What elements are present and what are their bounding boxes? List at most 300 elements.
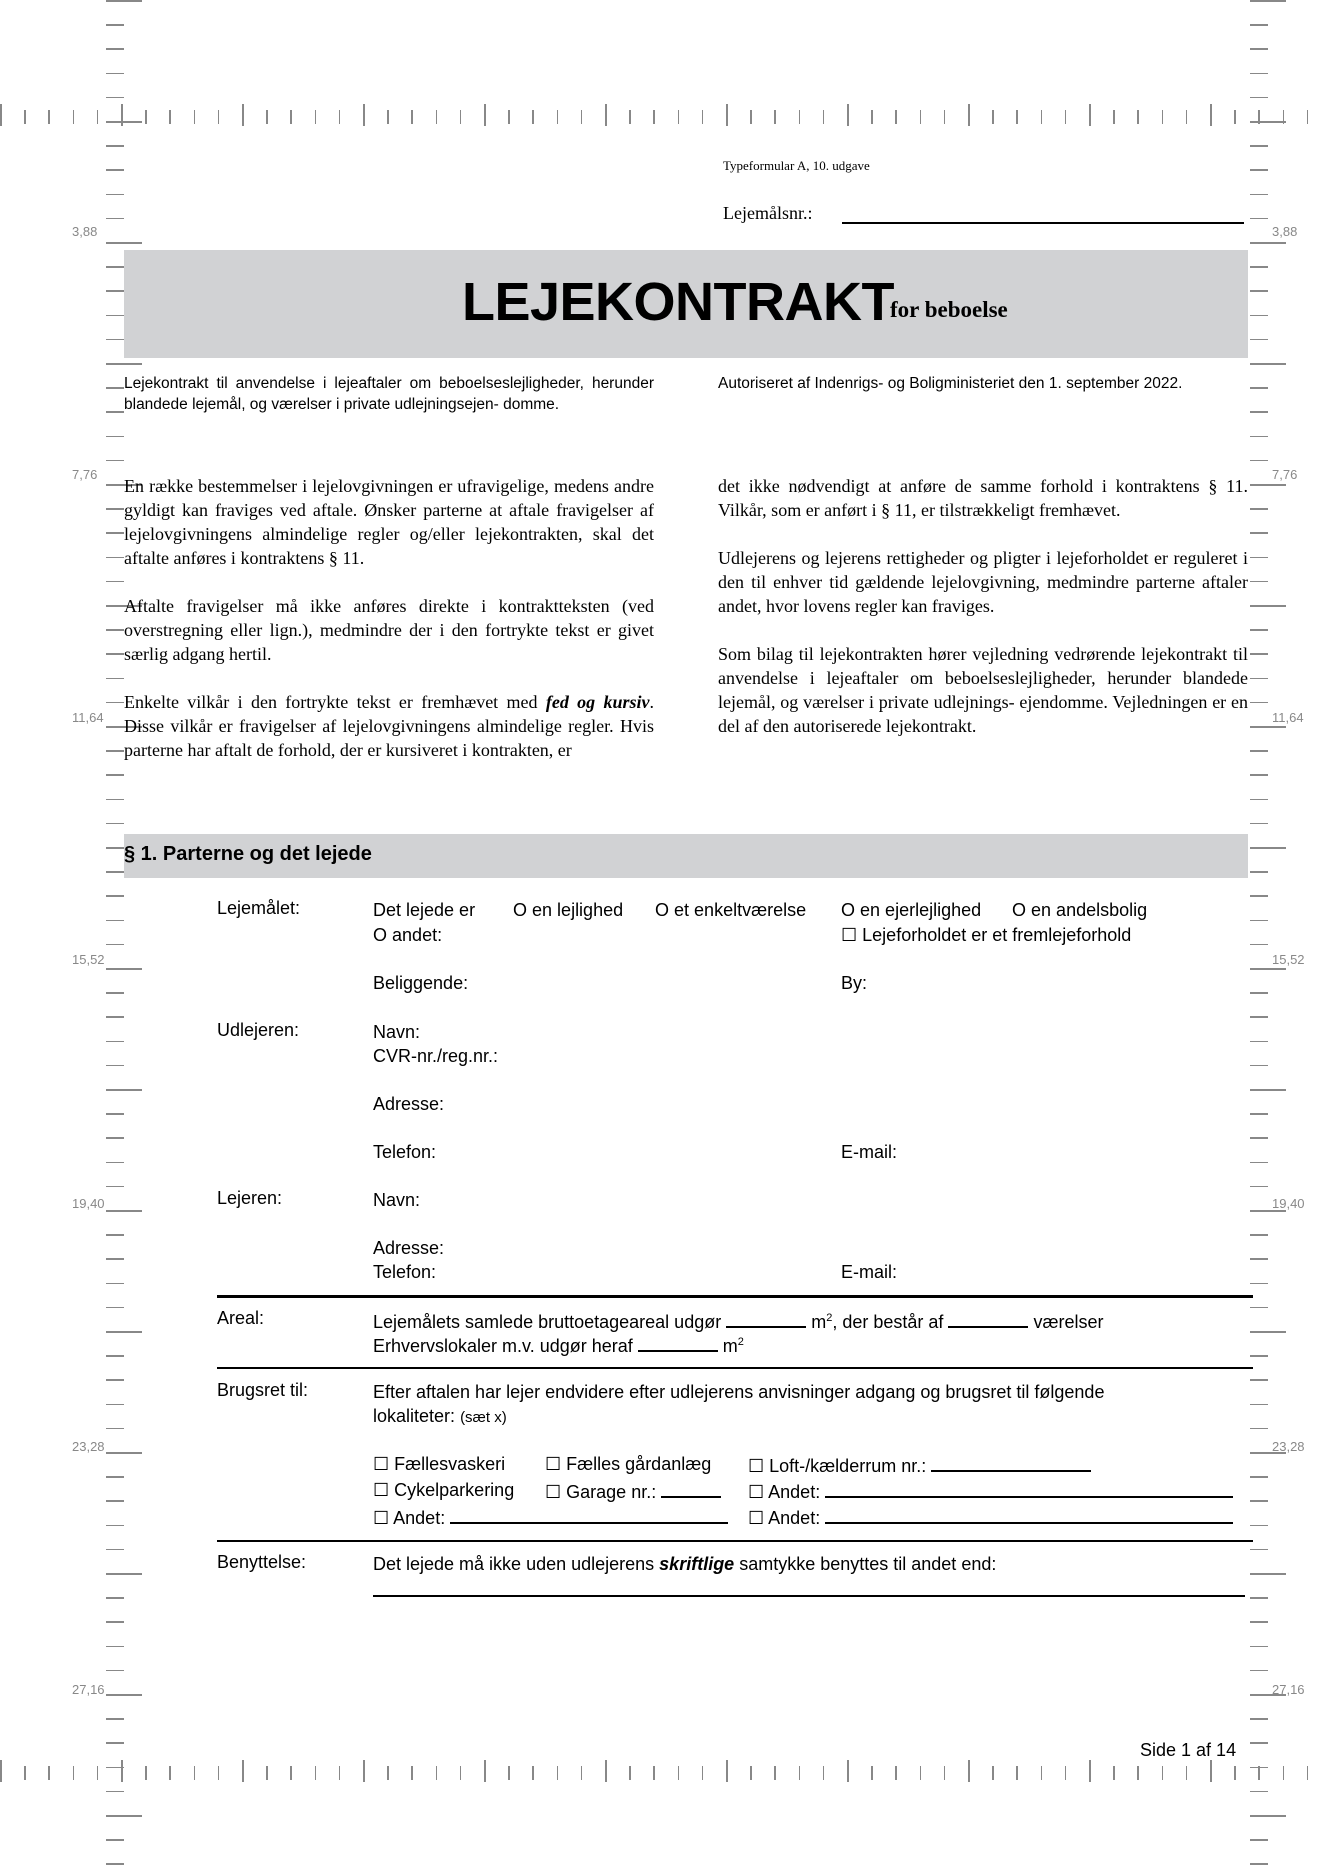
ruler-tick <box>750 110 752 124</box>
ruler-tick <box>106 532 124 534</box>
ruler-tick <box>106 1742 124 1744</box>
ruler-tick <box>106 702 124 704</box>
ruler-tick <box>1250 1573 1286 1575</box>
intro-left: Lejekontrakt til anvendelse i lejeaftaler om beboelseslejligheder, herunder blandede lejemål, og værelser i private udlejningsejen- domme. <box>124 375 654 413</box>
ruler-tick <box>508 1766 510 1780</box>
ruler-mark: 11,64 <box>1272 710 1304 725</box>
document-title: LEJEKONTRAKT <box>462 272 895 332</box>
ruler-tick <box>106 1283 124 1285</box>
ruler-tick <box>106 48 124 50</box>
brugsret-text-2: lokaliteter: (sæt x) <box>373 1406 507 1426</box>
ruler-tick <box>1250 266 1268 268</box>
ruler-tick <box>1041 110 1043 124</box>
radio-enkeltvaerelse[interactable]: O et enkeltværelse <box>655 900 807 920</box>
ruler-tick <box>339 1766 341 1780</box>
checkbox-icon: ☐ <box>841 925 858 945</box>
ruler-tick <box>1250 1331 1286 1333</box>
ruler-tick <box>106 242 142 244</box>
ruler-tick <box>1065 1766 1067 1780</box>
ruler-tick <box>1250 121 1286 123</box>
ruler-tick <box>920 110 922 124</box>
ruler-mark: 27,16 <box>72 1682 105 1697</box>
ruler-tick <box>1250 557 1268 559</box>
ruler-tick <box>653 110 655 124</box>
ruler-tick <box>1016 110 1018 124</box>
ruler-tick <box>106 169 124 171</box>
ruler-tick <box>266 110 268 124</box>
ruler-tick <box>1250 1791 1268 1793</box>
ruler-tick <box>106 1863 124 1865</box>
ruler-tick <box>1250 1186 1268 1188</box>
ruler-tick <box>106 1452 142 1454</box>
ruler-mark: 19,40 <box>72 1196 105 1211</box>
checkbox-icon: ☐ <box>373 1480 390 1500</box>
ruler-tick <box>1041 1766 1043 1780</box>
ruler-tick <box>106 1839 124 1841</box>
ruler-tick <box>1250 73 1268 75</box>
ruler-tick <box>1250 1670 1268 1672</box>
ruler-tick <box>629 110 631 124</box>
ruler-tick <box>106 1210 142 1212</box>
andet-field[interactable] <box>825 1506 1233 1524</box>
ruler-tick <box>1162 110 1164 124</box>
ruler-tick <box>1250 1137 1268 1139</box>
ruler-tick <box>944 1766 946 1780</box>
ruler-tick <box>1250 799 1268 801</box>
andet-field[interactable] <box>450 1506 728 1524</box>
ruler-tick <box>1250 1863 1268 1865</box>
ruler-tick <box>1250 1404 1268 1406</box>
ruler-tick <box>1250 387 1268 389</box>
ruler-tick <box>106 1089 142 1091</box>
radio-icon: O <box>655 900 670 920</box>
ruler-tick <box>1250 218 1268 220</box>
page-number: Side 1 af 14 <box>1140 1740 1237 1760</box>
ruler-tick <box>1250 1065 1268 1067</box>
ruler-tick <box>532 110 534 124</box>
ruler-tick <box>106 629 124 631</box>
ruler-tick <box>1250 847 1286 849</box>
ruler-tick <box>290 110 292 124</box>
by-label: By: <box>841 973 868 993</box>
ruler-tick <box>106 24 124 26</box>
ruler-tick <box>106 339 124 341</box>
ruler-tick <box>106 1791 124 1793</box>
ruler-tick <box>315 1766 317 1780</box>
ruler-tick <box>726 104 728 126</box>
ruler-tick <box>1250 1307 1268 1309</box>
ruler-tick <box>774 110 776 124</box>
ruler-tick <box>1250 1379 1268 1381</box>
ruler-tick <box>106 460 124 462</box>
ruler-tick <box>1250 895 1268 897</box>
ruler-tick <box>1250 1355 1268 1357</box>
ruler-tick <box>106 1016 124 1018</box>
ruler-tick <box>106 145 124 147</box>
ruler-mark: 3,88 <box>1272 224 1298 239</box>
ruler-tick <box>871 110 873 124</box>
ruler-tick <box>1186 1766 1188 1780</box>
ruler-tick <box>106 968 142 970</box>
ruler-mark: 23,28 <box>72 1439 105 1454</box>
ruler-tick <box>1234 110 1236 124</box>
ruler-tick <box>1250 1646 1268 1648</box>
ruler-tick <box>106 1646 124 1648</box>
ruler-tick <box>106 678 124 680</box>
ruler-mark: 7,76 <box>1272 467 1298 482</box>
ruler-tick <box>106 1162 124 1164</box>
paragraph: det ikke nødvendigt at anføre de samme forhold i kontraktens § 11. Vilkår, som er anført i § 11, er tilstrækkeligt fremhævet. <box>718 476 1248 520</box>
ruler-tick <box>106 0 142 2</box>
ruler-tick <box>1250 194 1268 196</box>
ruler-tick <box>106 1670 124 1672</box>
checkbox-icon: ☐ <box>373 1454 390 1474</box>
ruler-tick <box>266 1766 268 1780</box>
udlejeren-label: Udlejeren: <box>217 1020 300 1040</box>
ruler-tick <box>726 1760 728 1782</box>
ruler-tick <box>363 1760 365 1782</box>
ruler-tick <box>106 1597 124 1599</box>
rooms-field[interactable] <box>948 1310 1028 1328</box>
loft-number-field[interactable] <box>931 1454 1091 1472</box>
ruler-tick <box>48 110 50 124</box>
lejemaalet-intro: Det lejede er <box>373 900 476 920</box>
ruler-tick <box>1250 920 1268 922</box>
ruler-tick <box>106 1186 124 1188</box>
ruler-tick <box>106 315 124 317</box>
ruler-tick <box>1250 605 1286 607</box>
ruler-tick <box>106 1355 124 1357</box>
usage-field[interactable] <box>373 1595 1245 1597</box>
ruler-tick <box>106 1573 142 1575</box>
ruler-tick <box>0 104 2 126</box>
ruler-tick <box>106 121 142 123</box>
divider <box>217 1295 1253 1298</box>
beliggende-label: Beliggende: <box>373 973 469 993</box>
bottom-ruler <box>0 1760 1320 1784</box>
ruler-tick <box>411 110 413 124</box>
ruler-tick <box>895 110 897 124</box>
ruler-mark: 15,52 <box>1272 952 1305 967</box>
ruler-tick <box>1250 1258 1268 1260</box>
checkbox-andet-3[interactable]: ☐ Andet: <box>748 1506 1233 1529</box>
top-ruler <box>0 104 1320 128</box>
ruler-tick <box>799 110 801 124</box>
ruler-tick <box>895 1766 897 1780</box>
ruler-tick <box>106 1379 124 1381</box>
ruler-tick <box>1250 290 1268 292</box>
benyttelse-label: Benyttelse: <box>217 1552 307 1572</box>
ruler-tick <box>1113 1766 1115 1780</box>
document-subtitle: for beboelse <box>890 297 1008 322</box>
ruler-tick <box>1250 1815 1286 1817</box>
ruler-tick <box>1250 1500 1268 1502</box>
ruler-tick <box>97 1766 99 1780</box>
ruler-tick <box>106 266 124 268</box>
ruler-tick <box>1250 1718 1268 1720</box>
ruler-tick <box>581 110 583 124</box>
radio-lejlighed[interactable]: O en lejlighed <box>513 900 624 920</box>
ruler-mark: 11,64 <box>72 710 104 725</box>
ruler-tick <box>1250 702 1268 704</box>
paragraph: Udlejerens og lejerens rettigheder og pligter i lejeforholdet er reguleret i den til enhver tid gældende lejelovgivning, medmindre parterne aftaler andet, hvor lovens regler kan fraviges. <box>718 548 1248 616</box>
checkbox-andet-2[interactable]: ☐ Andet: <box>373 1506 728 1529</box>
ruler-tick <box>106 1307 124 1309</box>
ruler-tick <box>871 1766 873 1780</box>
ruler-tick <box>1250 484 1286 486</box>
ruler-tick <box>48 1766 50 1780</box>
ruler-tick <box>1250 581 1268 583</box>
ruler-tick <box>106 799 124 801</box>
radio-icon: O <box>513 900 528 920</box>
business-area-field[interactable] <box>638 1334 718 1352</box>
ruler-tick <box>218 1766 220 1780</box>
ruler-tick <box>106 1404 124 1406</box>
ruler-tick <box>106 1258 124 1260</box>
ruler-tick <box>387 1766 389 1780</box>
ruler-tick <box>1250 339 1268 341</box>
ruler-tick <box>1250 1089 1286 1091</box>
areal-line1: Lejemålets samlede bruttoetageareal udgør $m^2$, der består af værelser <box>373 1312 1104 1332</box>
ruler-tick <box>106 750 124 752</box>
ruler-mark: 19,40 <box>1272 1196 1305 1211</box>
lejemaalet-label: Lejemålet: <box>217 898 301 918</box>
ruler-tick <box>1250 532 1268 534</box>
ruler-tick <box>1250 629 1268 631</box>
ruler-tick <box>1250 1742 1268 1744</box>
ruler-tick <box>315 110 317 124</box>
ruler-tick <box>1065 110 1067 124</box>
checkbox-icon: ☐ <box>373 1508 390 1528</box>
ruler-tick <box>581 1766 583 1780</box>
ruler-tick <box>1250 1428 1268 1430</box>
checkbox-loft-kaelderrum[interactable]: ☐ Loft-/kælderrum nr.: <box>748 1454 1091 1477</box>
checkbox-icon: ☐ <box>545 1482 562 1502</box>
ruler-tick <box>1210 104 1212 126</box>
checkbox-cykelparkering[interactable]: ☐ Cykelparkering <box>373 1480 515 1500</box>
ruler-tick <box>0 1760 2 1782</box>
ruler-tick <box>823 1766 825 1780</box>
lease-number-field[interactable] <box>842 222 1244 224</box>
checkbox-fremleje[interactable]: ☐ Lejeforholdet er et fremlejeforhold <box>841 925 1132 945</box>
ruler-mark: 23,28 <box>1272 1439 1305 1454</box>
divider <box>217 1367 1253 1369</box>
ruler-tick <box>1234 1766 1236 1780</box>
ruler-tick <box>1210 1760 1212 1782</box>
ruler-tick <box>106 653 124 655</box>
areal-line2: Erhvervslokaler m.v. udgør heraf $m^2$ <box>373 1336 744 1356</box>
ruler-tick <box>678 1766 680 1780</box>
ruler-tick <box>1113 110 1115 124</box>
udlejer-adresse-label: Adresse: <box>373 1094 445 1114</box>
ruler-tick <box>944 110 946 124</box>
lejer-navn-label: Navn: <box>373 1190 421 1210</box>
ruler-tick <box>363 104 365 126</box>
ruler-tick <box>106 1113 124 1115</box>
ruler-tick <box>106 871 124 873</box>
ruler-tick <box>106 194 124 196</box>
ruler-tick <box>169 1766 171 1780</box>
checkbox-icon: ☐ <box>748 1482 765 1502</box>
ruler-tick <box>106 1428 124 1430</box>
ruler-tick <box>1250 242 1286 244</box>
ruler-tick <box>1250 1839 1268 1841</box>
udlejer-navn-label: Navn: <box>373 1022 421 1042</box>
ruler-tick <box>194 1766 196 1780</box>
body-left-column <box>124 474 654 762</box>
ruler-tick <box>1250 436 1268 438</box>
ruler-tick <box>169 110 171 124</box>
ruler-tick <box>1250 944 1268 946</box>
udlejer-telefon-label: Telefon: <box>373 1142 437 1162</box>
ruler-tick <box>106 1500 124 1502</box>
ruler-tick <box>1250 1597 1268 1599</box>
checkbox-icon: ☐ <box>545 1454 562 1474</box>
area-field[interactable] <box>726 1310 806 1328</box>
ruler-tick <box>106 73 124 75</box>
radio-ejerlejlighed[interactable]: O en ejerlejlighed <box>841 900 982 920</box>
ruler-tick <box>106 1549 124 1551</box>
ruler-tick <box>1089 1760 1091 1782</box>
ruler-tick <box>1250 460 1268 462</box>
checkbox-icon: ☐ <box>748 1508 765 1528</box>
ruler-tick <box>1250 1113 1268 1115</box>
ruler-tick <box>1250 48 1268 50</box>
ruler-tick <box>460 110 462 124</box>
ruler-tick <box>1250 363 1286 365</box>
ruler-tick <box>508 110 510 124</box>
udlejer-email-label: E-mail: <box>841 1142 898 1162</box>
ruler-tick <box>799 1766 801 1780</box>
ruler-tick <box>992 1766 994 1780</box>
ruler-tick <box>1250 1525 1268 1527</box>
ruler-tick <box>106 363 142 365</box>
body-right-column <box>718 474 1248 738</box>
brugsret-label: Brugsret til: <box>217 1380 309 1400</box>
checkbox-garage[interactable]: ☐ Garage nr.: <box>545 1480 721 1503</box>
ruler-tick <box>106 1041 124 1043</box>
ruler-tick <box>968 1760 970 1782</box>
ruler-mark: 7,76 <box>72 467 98 482</box>
areal-label: Areal: <box>217 1308 265 1328</box>
benyttelse-text: Det lejede må ikke uden udlejerens skriftlige samtykke benyttes til andet end: <box>373 1554 997 1574</box>
ruler-tick <box>106 436 124 438</box>
ruler-tick <box>24 1766 26 1780</box>
radio-icon: O <box>1012 900 1027 920</box>
ruler-tick <box>1250 508 1268 510</box>
ruler-tick <box>484 104 486 126</box>
ruler-tick <box>532 1766 534 1780</box>
ruler-tick <box>1250 871 1268 873</box>
ruler-tick <box>1250 1549 1268 1551</box>
paragraph: Som bilag til lejekontrakten hører vejledning vedrørende lejekontrakt til anvendelse i lejeaftaler om beboelseslejligheder, herunder blandede lejemål, og værelser i private udlejnings- ejendomme. Vejledningen er en del af den autoriserede lejekontrakt. <box>718 644 1248 736</box>
ruler-tick <box>1016 1766 1018 1780</box>
radio-andet[interactable]: O andet: <box>373 925 443 945</box>
garage-number-field[interactable] <box>661 1480 721 1498</box>
radio-andelsbolig[interactable]: O en andelsbolig <box>1012 900 1148 920</box>
ruler-tick <box>1250 653 1268 655</box>
ruler-tick <box>557 1766 559 1780</box>
ruler-tick <box>387 110 389 124</box>
ruler-tick <box>106 920 124 922</box>
ruler-tick <box>106 992 124 994</box>
ruler-tick <box>106 1767 124 1769</box>
ruler-tick <box>106 218 124 220</box>
ruler-tick <box>1250 992 1268 994</box>
ruler-tick <box>1250 169 1268 171</box>
ruler-tick <box>1250 1016 1268 1018</box>
ruler-tick <box>106 1234 124 1236</box>
ruler-tick <box>460 1766 462 1780</box>
ruler-tick <box>1137 110 1139 124</box>
ruler-tick <box>1250 823 1268 825</box>
ruler-tick <box>106 97 124 99</box>
ruler-tick <box>678 110 680 124</box>
paragraph: En række bestemmelser i lejelovgivningen er ufravigelige, medens andre gyldigt kan fraviges ved aftale. Ønsker parterne at aftale fravigelser af lejelovgivningens almindelige regler og/eller lejekontrakten, skal det aftalte anføres i kontraktens § 11. <box>124 476 654 568</box>
paragraph: Enkelte vilkår i den fortrykte tekst er fremhævet med fed og kursiv. Disse vilkår er fravigelser af lejelovgivningens almindelige regler. Hvis parterne har aftalt de forhold, der er kursiveret i kontrakten, er <box>124 692 654 760</box>
ruler-tick <box>106 1815 142 1817</box>
ruler-tick <box>106 1065 124 1067</box>
ruler-tick <box>1250 315 1268 317</box>
ruler-tick <box>1250 24 1268 26</box>
ruler-tick <box>1250 774 1268 776</box>
radio-icon: O <box>841 900 856 920</box>
checkbox-andet-1[interactable]: ☐ Andet: <box>748 1480 1233 1503</box>
radio-icon: O <box>373 925 388 945</box>
section-title: § 1. Parterne og det lejede <box>124 843 372 865</box>
checkbox-faelles-gaardanlaeg[interactable]: ☐ Fælles gårdanlæg <box>545 1454 712 1474</box>
udlejer-cvr-label: CVR-nr./reg.nr.: <box>373 1046 499 1066</box>
ruler-tick <box>484 1760 486 1782</box>
ruler-tick <box>106 508 124 510</box>
divider <box>217 1540 1253 1542</box>
ruler-tick <box>1250 1234 1268 1236</box>
ruler-tick <box>1250 411 1268 413</box>
ruler-tick <box>605 104 607 126</box>
ruler-tick <box>920 1766 922 1780</box>
ruler-tick <box>339 110 341 124</box>
ruler-tick <box>436 1766 438 1780</box>
ruler-tick <box>73 1766 75 1780</box>
ruler-tick <box>992 110 994 124</box>
ruler-tick <box>1250 97 1268 99</box>
ruler-tick <box>1250 1041 1268 1043</box>
ruler-tick <box>702 110 704 124</box>
ruler-tick <box>194 110 196 124</box>
ruler-mark: 15,52 <box>72 952 105 967</box>
checkbox-icon: ☐ <box>748 1456 765 1476</box>
andet-field[interactable] <box>825 1480 1233 1498</box>
ruler-tick <box>411 1766 413 1780</box>
form-type: Typeformular A, 10. udgave <box>723 158 870 173</box>
ruler-tick <box>1250 1621 1268 1623</box>
checkbox-faellesvaskeri[interactable]: ☐ Fællesvaskeri <box>373 1454 506 1474</box>
ruler-tick <box>106 1718 124 1720</box>
ruler-tick <box>106 774 124 776</box>
ruler-tick <box>1250 678 1268 680</box>
ruler-tick <box>242 1760 244 1782</box>
ruler-mark: 27,16 <box>1272 1682 1305 1697</box>
ruler-tick <box>750 1766 752 1780</box>
ruler-mark: 3,88 <box>72 224 98 239</box>
ruler-tick <box>73 110 75 124</box>
ruler-tick <box>218 110 220 124</box>
ruler-tick <box>436 110 438 124</box>
intro-right: Autoriseret af Indenrigs- og Boligministeriet den 1. september 2022. <box>718 375 1183 392</box>
ruler-tick <box>242 104 244 126</box>
ruler-tick <box>1186 110 1188 124</box>
ruler-tick <box>557 110 559 124</box>
